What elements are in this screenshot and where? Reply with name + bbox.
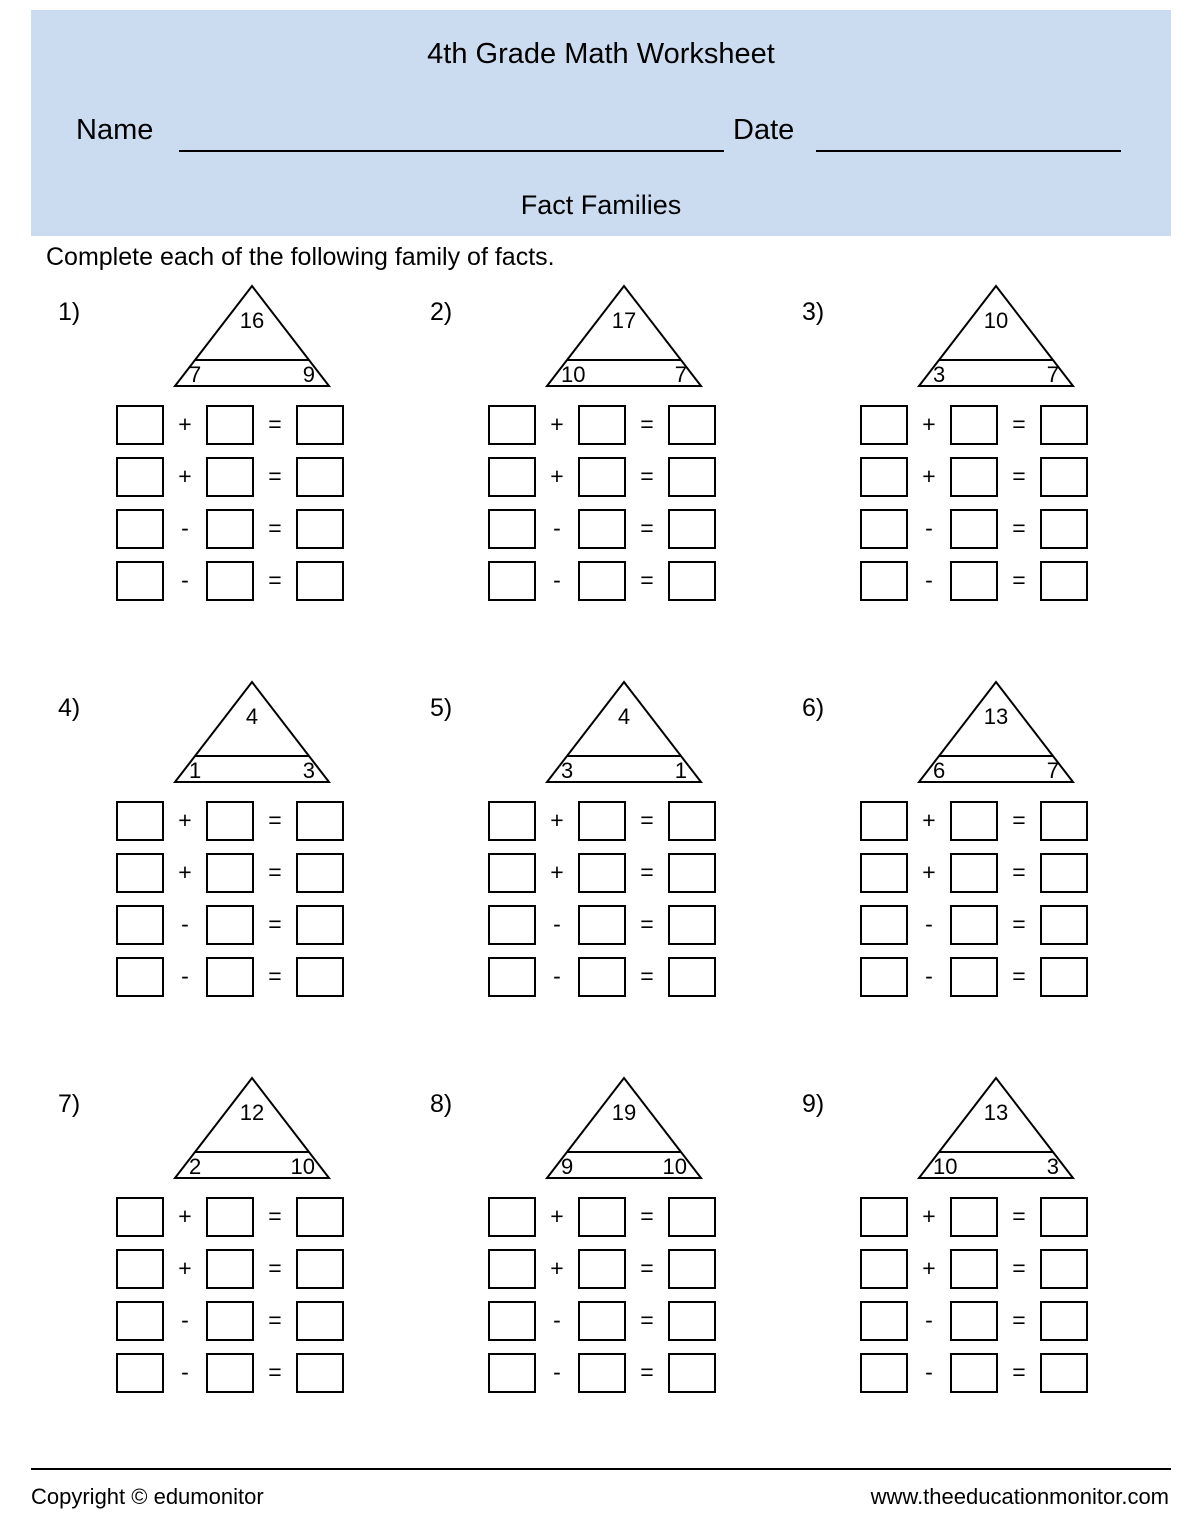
operator-equals: = — [268, 515, 282, 541]
date-label: Date — [733, 114, 795, 146]
operator-plus: + — [178, 411, 192, 437]
problem-6 — [790, 678, 1162, 1074]
answer-box[interactable] — [860, 1249, 908, 1289]
equation-row — [116, 504, 344, 553]
triangle-top-number: 16 — [239, 308, 265, 333]
fact-triangle — [915, 1074, 1077, 1184]
name-input-line[interactable] — [179, 150, 724, 152]
equation-row — [488, 952, 716, 1001]
answer-box[interactable] — [488, 561, 536, 601]
answer-box[interactable] — [1040, 1353, 1088, 1393]
instructions-text: Complete each of the following family of facts. — [46, 243, 555, 271]
equation-list — [488, 1192, 716, 1400]
operator-minus: - — [925, 911, 933, 937]
equation-row — [116, 900, 344, 949]
answer-box[interactable] — [578, 801, 626, 841]
operator-minus: - — [925, 567, 933, 593]
problem-number: 2) — [430, 298, 453, 326]
page-title: 4th Grade Math Worksheet — [427, 38, 775, 70]
operator-minus: - — [181, 911, 189, 937]
answer-box[interactable] — [578, 905, 626, 945]
equation-row — [488, 1348, 716, 1397]
problem-2 — [418, 282, 790, 678]
answer-box[interactable] — [206, 801, 254, 841]
answer-box[interactable] — [950, 1249, 998, 1289]
answer-box[interactable] — [1040, 801, 1088, 841]
answer-box[interactable] — [668, 1249, 716, 1289]
operator-equals: = — [268, 859, 282, 885]
answer-box[interactable] — [206, 905, 254, 945]
answer-box[interactable] — [116, 1249, 164, 1289]
triangle-top-number: 13 — [983, 704, 1009, 729]
operator-plus: + — [922, 859, 936, 885]
operator-equals: = — [640, 807, 654, 833]
triangle-left-number: 7 — [189, 362, 202, 387]
equation-list — [860, 1192, 1088, 1400]
answer-box[interactable] — [116, 905, 164, 945]
triangle-right-number: 7 — [1046, 758, 1059, 783]
fact-triangle — [171, 282, 333, 392]
equation-row — [860, 1244, 1088, 1293]
equation-row — [116, 796, 344, 845]
answer-box[interactable] — [116, 957, 164, 997]
operator-minus: - — [181, 515, 189, 541]
answer-box[interactable] — [296, 1353, 344, 1393]
equation-list — [488, 400, 716, 608]
answer-box[interactable] — [488, 1353, 536, 1393]
equation-row — [488, 452, 716, 501]
problem-number: 4) — [58, 694, 81, 722]
triangle-top-number: 17 — [611, 308, 637, 333]
equation-row — [860, 1348, 1088, 1397]
answer-box[interactable] — [950, 1301, 998, 1341]
answer-box[interactable] — [578, 957, 626, 997]
operator-equals: = — [1012, 515, 1026, 541]
equation-row — [860, 1296, 1088, 1345]
fact-triangle — [543, 678, 705, 788]
operator-equals: = — [640, 411, 654, 437]
operator-minus: - — [925, 1307, 933, 1333]
triangle-left-number: 9 — [561, 1154, 574, 1179]
operator-equals: = — [1012, 859, 1026, 885]
equation-row — [488, 556, 716, 605]
triangle-right-number: 9 — [302, 362, 315, 387]
worksheet-header — [31, 10, 1171, 236]
operator-minus: - — [181, 963, 189, 989]
answer-box[interactable] — [206, 1301, 254, 1341]
answer-box[interactable] — [860, 905, 908, 945]
operator-equals: = — [268, 1359, 282, 1385]
equation-row — [116, 556, 344, 605]
equation-row — [488, 504, 716, 553]
equation-row — [116, 1192, 344, 1241]
answer-box[interactable] — [296, 405, 344, 445]
equation-list — [116, 400, 344, 608]
operator-equals: = — [268, 807, 282, 833]
answer-box[interactable] — [488, 957, 536, 997]
problem-row — [0, 1074, 1200, 1470]
answer-box[interactable] — [206, 853, 254, 893]
operator-minus: - — [925, 1359, 933, 1385]
triangle-right-number: 10 — [290, 1154, 315, 1179]
equation-row — [860, 796, 1088, 845]
answer-box[interactable] — [950, 457, 998, 497]
triangle-right-number: 7 — [1046, 362, 1059, 387]
operator-equals: = — [640, 567, 654, 593]
answer-box[interactable] — [116, 457, 164, 497]
answer-box[interactable] — [116, 1353, 164, 1393]
triangle-right-number: 7 — [674, 362, 687, 387]
problem-grid — [0, 282, 1200, 1470]
operator-plus: + — [178, 859, 192, 885]
operator-plus: + — [178, 1255, 192, 1281]
answer-box[interactable] — [860, 509, 908, 549]
answer-box[interactable] — [578, 1301, 626, 1341]
triangle-top-number: 13 — [983, 1100, 1009, 1125]
answer-box[interactable] — [950, 801, 998, 841]
triangle-left-number: 10 — [561, 362, 586, 387]
answer-box[interactable] — [1040, 957, 1088, 997]
answer-box[interactable] — [950, 957, 998, 997]
equation-list — [488, 796, 716, 1004]
answer-box[interactable] — [1040, 905, 1088, 945]
operator-plus: + — [178, 463, 192, 489]
operator-equals: = — [640, 963, 654, 989]
equation-list — [860, 796, 1088, 1004]
equation-row — [116, 452, 344, 501]
operator-equals: = — [640, 463, 654, 489]
date-input-line[interactable] — [816, 150, 1121, 152]
answer-box[interactable] — [668, 509, 716, 549]
operator-equals: = — [268, 567, 282, 593]
problem-row — [0, 282, 1200, 678]
triangle-top-number: 19 — [611, 1100, 637, 1125]
triangle-left-number: 10 — [933, 1154, 958, 1179]
answer-box[interactable] — [950, 853, 998, 893]
answer-box[interactable] — [860, 405, 908, 445]
answer-box[interactable] — [206, 1353, 254, 1393]
problem-8 — [418, 1074, 790, 1470]
answer-box[interactable] — [488, 405, 536, 445]
equation-row — [488, 400, 716, 449]
fact-triangle — [915, 282, 1077, 392]
answer-box[interactable] — [578, 509, 626, 549]
answer-box[interactable] — [950, 905, 998, 945]
triangle-top-number: 4 — [245, 704, 259, 729]
answer-box[interactable] — [296, 1301, 344, 1341]
operator-equals: = — [640, 1203, 654, 1229]
answer-box[interactable] — [1040, 1301, 1088, 1341]
equation-row — [860, 900, 1088, 949]
answer-box[interactable] — [860, 561, 908, 601]
operator-plus: + — [922, 1203, 936, 1229]
operator-minus: - — [181, 1359, 189, 1385]
operator-equals: = — [1012, 807, 1026, 833]
answer-box[interactable] — [1040, 853, 1088, 893]
operator-plus: + — [550, 1203, 564, 1229]
answer-box[interactable] — [860, 1353, 908, 1393]
triangle-right-number: 3 — [302, 758, 315, 783]
operator-plus: + — [550, 463, 564, 489]
answer-box[interactable] — [488, 1197, 536, 1237]
answer-box[interactable] — [116, 509, 164, 549]
answer-box[interactable] — [950, 1353, 998, 1393]
equation-row — [860, 848, 1088, 897]
operator-equals: = — [1012, 411, 1026, 437]
answer-box[interactable] — [950, 561, 998, 601]
answer-box[interactable] — [1040, 561, 1088, 601]
operator-minus: - — [553, 567, 561, 593]
equation-row — [488, 1244, 716, 1293]
operator-equals: = — [640, 859, 654, 885]
answer-box[interactable] — [860, 1301, 908, 1341]
triangle-left-number: 3 — [561, 758, 574, 783]
answer-box[interactable] — [206, 957, 254, 997]
answer-box[interactable] — [950, 1197, 998, 1237]
fact-triangle — [171, 1074, 333, 1184]
equation-row — [116, 1244, 344, 1293]
answer-box[interactable] — [860, 801, 908, 841]
answer-box[interactable] — [488, 509, 536, 549]
answer-box[interactable] — [296, 561, 344, 601]
answer-box[interactable] — [206, 1249, 254, 1289]
answer-box[interactable] — [578, 1249, 626, 1289]
problem-9 — [790, 1074, 1162, 1470]
answer-box[interactable] — [1040, 1197, 1088, 1237]
answer-box[interactable] — [206, 561, 254, 601]
answer-box[interactable] — [860, 457, 908, 497]
answer-box[interactable] — [578, 853, 626, 893]
answer-box[interactable] — [206, 509, 254, 549]
problem-4 — [46, 678, 418, 1074]
fact-triangle — [543, 1074, 705, 1184]
answer-box[interactable] — [668, 1197, 716, 1237]
equation-row — [488, 900, 716, 949]
problem-number: 1) — [58, 298, 81, 326]
answer-box[interactable] — [296, 1249, 344, 1289]
answer-box[interactable] — [668, 405, 716, 445]
operator-equals: = — [640, 1359, 654, 1385]
triangle-right-number: 10 — [662, 1154, 687, 1179]
operator-equals: = — [268, 463, 282, 489]
equation-row — [116, 952, 344, 1001]
operator-equals: = — [268, 1203, 282, 1229]
equation-row — [116, 1348, 344, 1397]
equation-row — [860, 952, 1088, 1001]
answer-box[interactable] — [668, 957, 716, 997]
answer-box[interactable] — [296, 801, 344, 841]
problem-number: 8) — [430, 1090, 453, 1118]
answer-box[interactable] — [488, 905, 536, 945]
operator-minus: - — [925, 515, 933, 541]
operator-minus: - — [553, 963, 561, 989]
triangle-left-number: 1 — [189, 758, 202, 783]
operator-equals: = — [268, 411, 282, 437]
triangle-left-number: 3 — [933, 362, 946, 387]
answer-box[interactable] — [296, 509, 344, 549]
answer-box[interactable] — [296, 905, 344, 945]
answer-box[interactable] — [950, 405, 998, 445]
equation-list — [116, 796, 344, 1004]
triangle-left-number: 2 — [189, 1154, 202, 1179]
triangle-left-number: 6 — [933, 758, 946, 783]
operator-equals: = — [1012, 1255, 1026, 1281]
operator-equals: = — [1012, 567, 1026, 593]
problem-row — [0, 678, 1200, 1074]
answer-box[interactable] — [116, 1301, 164, 1341]
operator-plus: + — [922, 1255, 936, 1281]
operator-minus: - — [553, 911, 561, 937]
problem-number: 6) — [802, 694, 825, 722]
worksheet-subtitle: Fact Families — [520, 190, 682, 220]
name-label: Name — [76, 114, 154, 146]
equation-list — [116, 1192, 344, 1400]
operator-minus: - — [553, 515, 561, 541]
operator-equals: = — [1012, 911, 1026, 937]
operator-minus: - — [181, 567, 189, 593]
operator-plus: + — [550, 1255, 564, 1281]
answer-box[interactable] — [860, 957, 908, 997]
answer-box[interactable] — [668, 1301, 716, 1341]
answer-box[interactable] — [668, 905, 716, 945]
answer-box[interactable] — [488, 1249, 536, 1289]
answer-box[interactable] — [1040, 509, 1088, 549]
problem-number: 7) — [58, 1090, 81, 1118]
problem-5 — [418, 678, 790, 1074]
answer-box[interactable] — [578, 1353, 626, 1393]
triangle-top-number: 12 — [239, 1100, 265, 1125]
triangle-top-number: 4 — [617, 704, 631, 729]
answer-box[interactable] — [668, 801, 716, 841]
operator-plus: + — [922, 411, 936, 437]
answer-box[interactable] — [488, 801, 536, 841]
equation-row — [860, 452, 1088, 501]
operator-plus: + — [550, 859, 564, 885]
equation-row — [488, 1296, 716, 1345]
answer-box[interactable] — [578, 405, 626, 445]
answer-box[interactable] — [116, 801, 164, 841]
operator-equals: = — [268, 963, 282, 989]
operator-minus: - — [553, 1359, 561, 1385]
answer-box[interactable] — [116, 853, 164, 893]
operator-equals: = — [640, 1255, 654, 1281]
operator-equals: = — [1012, 1307, 1026, 1333]
answer-box[interactable] — [860, 1197, 908, 1237]
equation-row — [488, 796, 716, 845]
equation-row — [116, 400, 344, 449]
equation-row — [860, 400, 1088, 449]
fact-triangle — [915, 678, 1077, 788]
answer-box[interactable] — [488, 1301, 536, 1341]
website-text: www.theeducationmonitor.com — [870, 1484, 1169, 1509]
answer-box[interactable] — [206, 1197, 254, 1237]
operator-equals: = — [1012, 963, 1026, 989]
operator-plus: + — [922, 463, 936, 489]
answer-box[interactable] — [296, 1197, 344, 1237]
operator-equals: = — [268, 911, 282, 937]
answer-box[interactable] — [488, 457, 536, 497]
triangle-right-number: 1 — [674, 758, 687, 783]
answer-box[interactable] — [296, 957, 344, 997]
answer-box[interactable] — [860, 853, 908, 893]
triangle-top-number: 10 — [983, 308, 1009, 333]
triangle-right-number: 3 — [1046, 1154, 1059, 1179]
fact-triangle — [171, 678, 333, 788]
operator-equals: = — [1012, 1359, 1026, 1385]
equation-row — [488, 1192, 716, 1241]
operator-plus: + — [922, 807, 936, 833]
answer-box[interactable] — [296, 853, 344, 893]
equation-row — [860, 504, 1088, 553]
answer-box[interactable] — [668, 561, 716, 601]
equation-row — [116, 1296, 344, 1345]
answer-box[interactable] — [668, 457, 716, 497]
equation-row — [116, 848, 344, 897]
problem-1 — [46, 282, 418, 678]
problem-number: 3) — [802, 298, 825, 326]
operator-minus: - — [181, 1307, 189, 1333]
answer-box[interactable] — [116, 1197, 164, 1237]
answer-box[interactable] — [206, 405, 254, 445]
equation-row — [488, 848, 716, 897]
answer-box[interactable] — [668, 853, 716, 893]
footer-divider — [31, 1468, 1171, 1470]
fact-triangle — [543, 282, 705, 392]
operator-plus: + — [550, 807, 564, 833]
operator-equals: = — [640, 515, 654, 541]
problem-number: 9) — [802, 1090, 825, 1118]
operator-plus: + — [178, 807, 192, 833]
operator-plus: + — [550, 411, 564, 437]
name-date-row — [31, 114, 1171, 158]
operator-equals: = — [640, 911, 654, 937]
problem-3 — [790, 282, 1162, 678]
operator-equals: = — [1012, 463, 1026, 489]
operator-equals: = — [1012, 1203, 1026, 1229]
equation-row — [860, 1192, 1088, 1241]
copyright-text: Copyright © edumonitor — [31, 1484, 264, 1509]
operator-minus: - — [925, 963, 933, 989]
answer-box[interactable] — [116, 405, 164, 445]
operator-equals: = — [640, 1307, 654, 1333]
answer-box[interactable] — [668, 1353, 716, 1393]
answer-box[interactable] — [950, 509, 998, 549]
equation-row — [860, 556, 1088, 605]
answer-box[interactable] — [1040, 457, 1088, 497]
answer-box[interactable] — [578, 457, 626, 497]
operator-equals: = — [268, 1255, 282, 1281]
problem-7 — [46, 1074, 418, 1470]
answer-box[interactable] — [296, 457, 344, 497]
answer-box[interactable] — [116, 561, 164, 601]
answer-box[interactable] — [578, 561, 626, 601]
equation-list — [860, 400, 1088, 608]
problem-number: 5) — [430, 694, 453, 722]
answer-box[interactable] — [578, 1197, 626, 1237]
answer-box[interactable] — [1040, 405, 1088, 445]
answer-box[interactable] — [1040, 1249, 1088, 1289]
operator-minus: - — [553, 1307, 561, 1333]
operator-equals: = — [268, 1307, 282, 1333]
answer-box[interactable] — [488, 853, 536, 893]
operator-plus: + — [178, 1203, 192, 1229]
answer-box[interactable] — [206, 457, 254, 497]
